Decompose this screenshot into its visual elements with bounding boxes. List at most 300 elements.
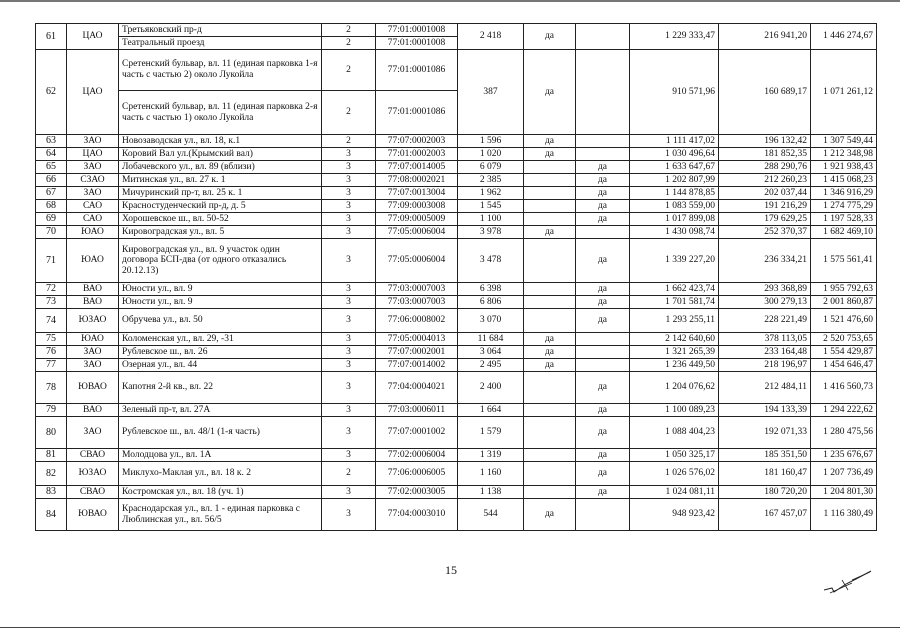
flag2-cell: да [576, 417, 630, 449]
table-row [36, 161, 877, 174]
flag2-cell [576, 50, 630, 135]
table-row [36, 226, 877, 239]
address-cell: Сретенский бульвар, вл. 11 (единая парковка 1-я часть с частью 2) около Лукойла [119, 50, 322, 91]
row-number: 65 [36, 161, 67, 174]
amount3-cell: 1 955 792,63 [811, 283, 877, 296]
table-row [36, 309, 877, 333]
district-cell: СВАО [67, 449, 119, 462]
table-row [36, 213, 877, 226]
row-number: 84 [36, 499, 67, 531]
district-cell: ВАО [67, 296, 119, 309]
count-cell: 3 [322, 213, 376, 226]
amount3-cell: 1 204 801,30 [811, 486, 877, 499]
area-cell: 1 596 [458, 135, 524, 148]
flag1-cell [524, 200, 576, 213]
area-cell: 6 806 [458, 296, 524, 309]
cadastral-cell: 77:01:0001086 [376, 50, 458, 91]
amount3-cell: 1 294 222,62 [811, 404, 877, 417]
cadastral-cell: 77:05:0006004 [376, 239, 458, 283]
flag2-cell: да [576, 161, 630, 174]
address-cell: Озерная ул., вл. 44 [119, 359, 322, 372]
cadastral-cell: 77:07:0013004 [376, 187, 458, 200]
count-cell: 2 [322, 37, 376, 50]
area-cell: 1 138 [458, 486, 524, 499]
district-cell: ЗАО [67, 161, 119, 174]
amount1-cell: 1 701 581,74 [630, 296, 719, 309]
amount1-cell: 1 229 333,47 [630, 24, 719, 50]
table-body [36, 24, 877, 531]
address-cell: Капотня 2-й кв., вл. 22 [119, 372, 322, 404]
count-cell: 2 [322, 135, 376, 148]
amount2-cell: 179 629,25 [719, 213, 811, 226]
amount1-cell: 1 050 325,17 [630, 449, 719, 462]
flag2-cell: да [576, 213, 630, 226]
amount2-cell: 233 164,48 [719, 346, 811, 359]
table-row [36, 296, 877, 309]
count-cell: 3 [322, 499, 376, 531]
page-number: 15 [445, 563, 457, 577]
count-cell: 3 [322, 161, 376, 174]
amount2-cell: 167 457,07 [719, 499, 811, 531]
amount3-cell: 1 280 475,56 [811, 417, 877, 449]
district-cell: СЗАО [67, 174, 119, 187]
amount2-cell: 181 852,35 [719, 148, 811, 161]
amount3-cell: 1 415 068,23 [811, 174, 877, 187]
flag2-cell: да [576, 486, 630, 499]
district-cell: ЦАО [67, 148, 119, 161]
amount2-cell: 185 351,50 [719, 449, 811, 462]
row-number: 80 [36, 417, 67, 449]
amount1-cell: 1 633 647,67 [630, 161, 719, 174]
cadastral-cell: 77:03:0007003 [376, 296, 458, 309]
row-number: 83 [36, 486, 67, 499]
address-cell: Третьяковский пр-д [119, 24, 322, 37]
amount3-cell: 1 116 380,49 [811, 499, 877, 531]
flag2-cell [576, 333, 630, 346]
district-cell: ЮВАО [67, 499, 119, 531]
row-number: 79 [36, 404, 67, 417]
row-number: 82 [36, 462, 67, 486]
address-cell: Сретенский бульвар, вл. 11 (единая парковка 2-я часть с частью 1) около Лукойла [119, 91, 322, 135]
row-number: 77 [36, 359, 67, 372]
cadastral-cell: 77:09:0003008 [376, 200, 458, 213]
flag2-cell [576, 24, 630, 50]
flag2-cell: да [576, 174, 630, 187]
flag2-cell [576, 499, 630, 531]
flag1-cell: да [524, 50, 576, 135]
amount3-cell: 1 921 938,43 [811, 161, 877, 174]
flag1-cell [524, 161, 576, 174]
amount3-cell: 1 071 261,12 [811, 50, 877, 135]
count-cell: 3 [322, 359, 376, 372]
district-cell: САО [67, 213, 119, 226]
cadastral-cell: 77:04:0004021 [376, 372, 458, 404]
count-cell: 3 [322, 239, 376, 283]
area-cell: 1 664 [458, 404, 524, 417]
flag1-cell: да [524, 333, 576, 346]
table-row [36, 333, 877, 346]
address-cell: Кировоградская ул., вл. 5 [119, 226, 322, 239]
amount3-cell: 1 207 736,49 [811, 462, 877, 486]
cadastral-cell: 77:03:0006011 [376, 404, 458, 417]
flag2-cell: да [576, 462, 630, 486]
row-number: 61 [36, 24, 67, 50]
row-number: 72 [36, 283, 67, 296]
flag2-cell [576, 226, 630, 239]
area-cell: 3 978 [458, 226, 524, 239]
count-cell: 3 [322, 226, 376, 239]
amount1-cell: 1 083 559,00 [630, 200, 719, 213]
cadastral-cell: 77:06:0006005 [376, 462, 458, 486]
count-cell: 3 [322, 333, 376, 346]
amount2-cell: 228 221,49 [719, 309, 811, 333]
flag1-cell [524, 404, 576, 417]
table-row [36, 449, 877, 462]
amount3-cell: 2 520 753,65 [811, 333, 877, 346]
flag2-cell: да [576, 404, 630, 417]
address-cell: Коломенская ул., вл. 29, -31 [119, 333, 322, 346]
cadastral-cell: 77:05:0006004 [376, 226, 458, 239]
amount2-cell: 181 160,47 [719, 462, 811, 486]
flag1-cell [524, 372, 576, 404]
amount1-cell: 1 026 576,02 [630, 462, 719, 486]
address-cell: Рублевское ш., вл. 26 [119, 346, 322, 359]
amount3-cell: 1 554 429,87 [811, 346, 877, 359]
footer-line [0, 627, 900, 628]
amount2-cell: 216 941,20 [719, 24, 811, 50]
district-cell: ЮЗАО [67, 309, 119, 333]
flag1-cell [524, 213, 576, 226]
address-cell: Кировоградская ул., вл. 9 участок один договора БСП-два (от одного отказались 20.12.13) [119, 239, 322, 283]
area-cell: 2 385 [458, 174, 524, 187]
amount3-cell: 1 235 676,67 [811, 449, 877, 462]
flag1-cell: да [524, 346, 576, 359]
amount1-cell: 2 142 640,60 [630, 333, 719, 346]
district-cell: САО [67, 200, 119, 213]
amount1-cell: 1 100 089,23 [630, 404, 719, 417]
flag1-cell [524, 187, 576, 200]
address-cell: Театральный проезд [119, 37, 322, 50]
area-cell: 1 579 [458, 417, 524, 449]
row-number: 67 [36, 187, 67, 200]
amount1-cell: 1 088 404,23 [630, 417, 719, 449]
amount3-cell: 1 274 775,29 [811, 200, 877, 213]
flag1-cell: да [524, 24, 576, 50]
address-cell: Хорошевское ш., вл. 50-52 [119, 213, 322, 226]
row-number: 71 [36, 239, 67, 283]
address-cell: Костромская ул., вл. 18 (уч. 1) [119, 486, 322, 499]
row-number: 75 [36, 333, 67, 346]
area-cell: 544 [458, 499, 524, 531]
flag2-cell [576, 346, 630, 359]
cadastral-cell: 77:07:0014005 [376, 161, 458, 174]
cadastral-cell: 77:08:0002021 [376, 174, 458, 187]
amount1-cell: 1 339 227,20 [630, 239, 719, 283]
row-number: 73 [36, 296, 67, 309]
district-cell: ЦАО [67, 24, 119, 50]
district-cell: ЗАО [67, 417, 119, 449]
table-row [36, 346, 877, 359]
amount3-cell: 1 416 560,73 [811, 372, 877, 404]
address-cell: Зеленый пр-т, вл. 27А [119, 404, 322, 417]
address-cell: Коровий Вал ул.(Крымский вал) [119, 148, 322, 161]
count-cell: 3 [322, 283, 376, 296]
area-cell: 387 [458, 50, 524, 135]
address-cell: Обручева ул., вл. 50 [119, 309, 322, 333]
flag2-cell: да [576, 239, 630, 283]
top-edge-line [0, 0, 900, 2]
flag2-cell: да [576, 449, 630, 462]
amount1-cell: 1 236 449,50 [630, 359, 719, 372]
amount2-cell: 236 334,21 [719, 239, 811, 283]
count-cell: 3 [322, 309, 376, 333]
flag1-cell: да [524, 359, 576, 372]
count-cell: 3 [322, 449, 376, 462]
row-number: 70 [36, 226, 67, 239]
flag1-cell: да [524, 148, 576, 161]
flag2-cell: да [576, 187, 630, 200]
area-cell: 3 478 [458, 239, 524, 283]
table-row [36, 486, 877, 499]
address-cell: Мичуринский пр-т, вл. 25 к. 1 [119, 187, 322, 200]
district-cell: ЮАО [67, 333, 119, 346]
address-cell: Краснодарская ул., вл. 1 - единая парковка с Люблинская ул., вл. 56/5 [119, 499, 322, 531]
amount2-cell: 218 196,97 [719, 359, 811, 372]
district-cell: ЗАО [67, 187, 119, 200]
amount1-cell: 1 293 255,11 [630, 309, 719, 333]
amount2-cell: 194 133,39 [719, 404, 811, 417]
cadastral-cell: 77:01:0001086 [376, 91, 458, 135]
district-cell: ЮАО [67, 226, 119, 239]
amount3-cell: 1 682 469,10 [811, 226, 877, 239]
cadastral-cell: 77:04:0003010 [376, 499, 458, 531]
table-row [36, 174, 877, 187]
table-row [36, 462, 877, 486]
amount1-cell: 1 024 081,11 [630, 486, 719, 499]
amount3-cell: 1 521 476,60 [811, 309, 877, 333]
area-cell: 1 545 [458, 200, 524, 213]
count-cell: 3 [322, 404, 376, 417]
cadastral-cell: 77:07:0002003 [376, 135, 458, 148]
amount1-cell: 910 571,96 [630, 50, 719, 135]
area-cell: 11 684 [458, 333, 524, 346]
table-row [36, 200, 877, 213]
amount1-cell: 1 111 417,02 [630, 135, 719, 148]
district-cell: ЗАО [67, 359, 119, 372]
table-row [36, 499, 877, 531]
area-cell: 3 070 [458, 309, 524, 333]
flag1-cell [524, 296, 576, 309]
amount2-cell: 300 279,13 [719, 296, 811, 309]
district-cell: ЮВАО [67, 372, 119, 404]
flag1-cell [524, 239, 576, 283]
area-cell: 1 160 [458, 462, 524, 486]
address-cell: Красностуденческий пр-д, д. 5 [119, 200, 322, 213]
area-cell: 6 398 [458, 283, 524, 296]
row-number: 81 [36, 449, 67, 462]
amount3-cell: 1 454 646,47 [811, 359, 877, 372]
district-cell: ВАО [67, 283, 119, 296]
table-row [36, 417, 877, 449]
parking-table [35, 23, 877, 531]
amount2-cell: 288 290,76 [719, 161, 811, 174]
amount3-cell: 1 307 549,44 [811, 135, 877, 148]
amount2-cell: 192 071,33 [719, 417, 811, 449]
amount1-cell: 1 204 076,62 [630, 372, 719, 404]
table-row [36, 187, 877, 200]
amount1-cell: 1 030 496,64 [630, 148, 719, 161]
area-cell: 1 020 [458, 148, 524, 161]
district-cell: ЗАО [67, 135, 119, 148]
count-cell: 3 [322, 417, 376, 449]
row-number: 68 [36, 200, 67, 213]
flag1-cell [524, 174, 576, 187]
amount3-cell: 1 346 916,29 [811, 187, 877, 200]
amount3-cell: 2 001 860,87 [811, 296, 877, 309]
amount2-cell: 293 368,89 [719, 283, 811, 296]
flag1-cell: да [524, 135, 576, 148]
amount1-cell: 1 662 423,74 [630, 283, 719, 296]
flag1-cell [524, 283, 576, 296]
area-cell: 3 064 [458, 346, 524, 359]
count-cell: 3 [322, 148, 376, 161]
row-number: 62 [36, 50, 67, 135]
amount1-cell: 1 202 807,99 [630, 174, 719, 187]
amount2-cell: 196 132,42 [719, 135, 811, 148]
cadastral-cell: 77:01:0002003 [376, 148, 458, 161]
amount2-cell: 202 037,44 [719, 187, 811, 200]
row-number: 76 [36, 346, 67, 359]
count-cell: 3 [322, 346, 376, 359]
amount1-cell: 948 923,42 [630, 499, 719, 531]
count-cell: 2 [322, 24, 376, 37]
flag2-cell: да [576, 283, 630, 296]
flag1-cell: да [524, 499, 576, 531]
amount2-cell: 160 689,17 [719, 50, 811, 135]
flag1-cell [524, 462, 576, 486]
table-row [36, 404, 877, 417]
count-cell: 3 [322, 296, 376, 309]
row-number: 74 [36, 309, 67, 333]
address-cell: Рублевское ш., вл. 48/1 (1-я часть) [119, 417, 322, 449]
flag1-cell [524, 417, 576, 449]
cadastral-cell: 77:07:0001002 [376, 417, 458, 449]
district-cell: ЦАО [67, 50, 119, 135]
flag2-cell: да [576, 296, 630, 309]
address-cell: Юности ул., вл. 9 [119, 283, 322, 296]
flag2-cell [576, 135, 630, 148]
address-cell: Новозаводская ул., вл. 18, к.1 [119, 135, 322, 148]
address-cell: Молодцова ул., вл. 1А [119, 449, 322, 462]
count-cell: 2 [322, 50, 376, 91]
row-number: 66 [36, 174, 67, 187]
amount2-cell: 180 720,20 [719, 486, 811, 499]
district-cell: ЮАО [67, 239, 119, 283]
count-cell: 3 [322, 174, 376, 187]
count-cell: 3 [322, 200, 376, 213]
table-row [36, 50, 877, 91]
address-cell: Лобачевского ул., вл. 89 (вблизи) [119, 161, 322, 174]
table-row [36, 372, 877, 404]
cadastral-cell: 77:03:0007003 [376, 283, 458, 296]
address-cell: Юности ул., вл. 9 [119, 296, 322, 309]
cadastral-cell: 77:01:0001008 [376, 24, 458, 37]
district-cell: ВАО [67, 404, 119, 417]
flag2-cell [576, 359, 630, 372]
flag2-cell: да [576, 309, 630, 333]
cadastral-cell: 77:06:0008002 [376, 309, 458, 333]
flag1-cell [524, 486, 576, 499]
district-cell: ЗАО [67, 346, 119, 359]
count-cell: 2 [322, 91, 376, 135]
amount2-cell: 191 216,29 [719, 200, 811, 213]
amount1-cell: 1 321 265,39 [630, 346, 719, 359]
cadastral-cell: 77:02:0006004 [376, 449, 458, 462]
flag2-cell [576, 148, 630, 161]
table-row [36, 359, 877, 372]
cadastral-cell: 77:07:0002001 [376, 346, 458, 359]
amount1-cell: 1 017 899,08 [630, 213, 719, 226]
cadastral-cell: 77:07:0014002 [376, 359, 458, 372]
area-cell: 1 319 [458, 449, 524, 462]
count-cell: 3 [322, 486, 376, 499]
area-cell: 6 079 [458, 161, 524, 174]
flag2-cell: да [576, 372, 630, 404]
amount1-cell: 1 144 878,85 [630, 187, 719, 200]
row-number: 78 [36, 372, 67, 404]
district-cell: СВАО [67, 486, 119, 499]
flag1-cell [524, 449, 576, 462]
amount2-cell: 212 260,23 [719, 174, 811, 187]
table-row [36, 135, 877, 148]
flag1-cell [524, 309, 576, 333]
area-cell: 2 418 [458, 24, 524, 50]
amount3-cell: 1 446 274,67 [811, 24, 877, 50]
amount1-cell: 1 430 098,74 [630, 226, 719, 239]
area-cell: 2 400 [458, 372, 524, 404]
row-number: 63 [36, 135, 67, 148]
area-cell: 1 100 [458, 213, 524, 226]
flag2-cell: да [576, 200, 630, 213]
table-row [36, 24, 877, 37]
table-row [36, 283, 877, 296]
row-number: 64 [36, 148, 67, 161]
flag1-cell: да [524, 226, 576, 239]
amount2-cell: 252 370,37 [719, 226, 811, 239]
count-cell: 2 [322, 462, 376, 486]
amount2-cell: 212 484,11 [719, 372, 811, 404]
amount3-cell: 1 197 528,33 [811, 213, 877, 226]
table-row [36, 239, 877, 283]
address-cell: Митинская ул., вл. 27 к. 1 [119, 174, 322, 187]
address-cell: Миклухо-Маклая ул., вл. 18 к. 2 [119, 462, 322, 486]
row-number: 69 [36, 213, 67, 226]
signature-mark [822, 568, 874, 596]
amount3-cell: 1 212 348,98 [811, 148, 877, 161]
cadastral-cell: 77:09:0005009 [376, 213, 458, 226]
cadastral-cell: 77:05:0004013 [376, 333, 458, 346]
district-cell: ЮЗАО [67, 462, 119, 486]
amount2-cell: 378 113,05 [719, 333, 811, 346]
area-cell: 2 495 [458, 359, 524, 372]
cadastral-cell: 77:01:0001008 [376, 37, 458, 50]
count-cell: 3 [322, 187, 376, 200]
count-cell: 3 [322, 372, 376, 404]
area-cell: 1 962 [458, 187, 524, 200]
cadastral-cell: 77:02:0003005 [376, 486, 458, 499]
table-row [36, 148, 877, 161]
amount3-cell: 1 575 561,41 [811, 239, 877, 283]
